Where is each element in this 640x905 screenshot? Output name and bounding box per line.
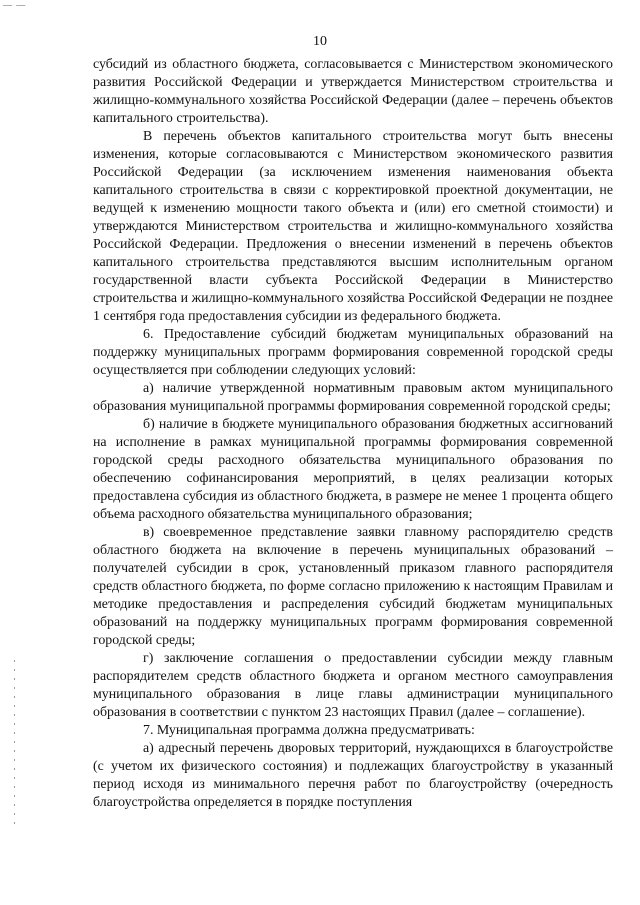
paragraph-item-6g: г) заключение соглашения о предоставлении субсидии между главным распорядителем средств областного бюджета и органом местного самоуправления муниципального образования в лице главы администрации муниципального образования в соответствии с пунктом 23 настоящих Правил (далее – соглашение). (93, 651, 613, 720)
scan-edge-marks (14, 660, 16, 830)
paragraph-item-7: 7. Муниципальная программа должна предусматривать: (143, 723, 475, 738)
document-body (93, 56, 613, 812)
page-number: 10 (313, 34, 327, 49)
paragraph-item-7a: а) адресный перечень дворовых территорий, нуждающихся в благоустройстве (с учетом их физического состояния) и подлежащих благоустройству в указанный период исходя из минимального перечня работ по благоустройству (очередность благоустройства определяется в порядке поступления (93, 741, 613, 810)
scan-corner-mark: — — (3, 0, 27, 10)
paragraph-item-6v: в) своевременное представление заявки главному распорядителю средств областного бюджета на включение в перечень муниципальных образований – получателей субсидии в срок, установленный приказом главного распорядителя средств областного бюджета, по форме согласно приложению к настоящим Правилам и методике предоставления и распределения субсидий бюджетам муниципальных образований на поддержку муниципальных программ формирования современной городской среды; (93, 525, 613, 648)
paragraph-item-6b: б) наличие в бюджете муниципального образования бюджетных ассигнований на исполнение в рамках муниципальной программы формирования современной городской среды расходного обязательства муниципального образования по обеспечению софинансирования мероприятий, в целях реализации которых предоставлена субсидия из областного бюджета, в размере не менее 1 процента общего объема расходного обязательства муниципального образования; (93, 417, 613, 522)
paragraph-item-6a: а) наличие утвержденной нормативным правовым актом муниципального образования муниципальной программы формирования современной городской среды; (93, 381, 613, 414)
paragraph-item-6: 6. Предоставление субсидий бюджетам муниципальных образований на поддержку муниципальных программ формирования современной городской среды осуществляется при соблюдении следующих условий: (93, 327, 613, 378)
paragraph-continuation: субсидий из областного бюджета, согласовывается с Министерством экономического развития Российской Федерации и утверждается Министерством строительства и жилищно-коммунального хозяйства Российской Федерации (далее – перечень объектов капитального строительства). (93, 57, 613, 126)
paragraph-list-changes: В перечень объектов капитального строительства могут быть внесены изменения, которые согласовываются с Министерством экономического развития Российской Федерации (за исключением изменения наименования объекта капитального строительства в связи с корректировкой проектной документации, не ведущей к изменению мощности такого объекта и (или) его сметной стоимости) и утверждаются Министерством строительства и жилищно-коммунального хозяйства Российской Федерации. Предложения о внесении изменений в перечень объектов капитального строительства представляются высшим исполнительным органом государственной власти субъекта Российской Федерации в Министерство строительства и жилищно-коммунального хозяйства Российской Федерации не позднее 1 сентября года предоставления субсидии из федерального бюджета. (93, 129, 613, 324)
